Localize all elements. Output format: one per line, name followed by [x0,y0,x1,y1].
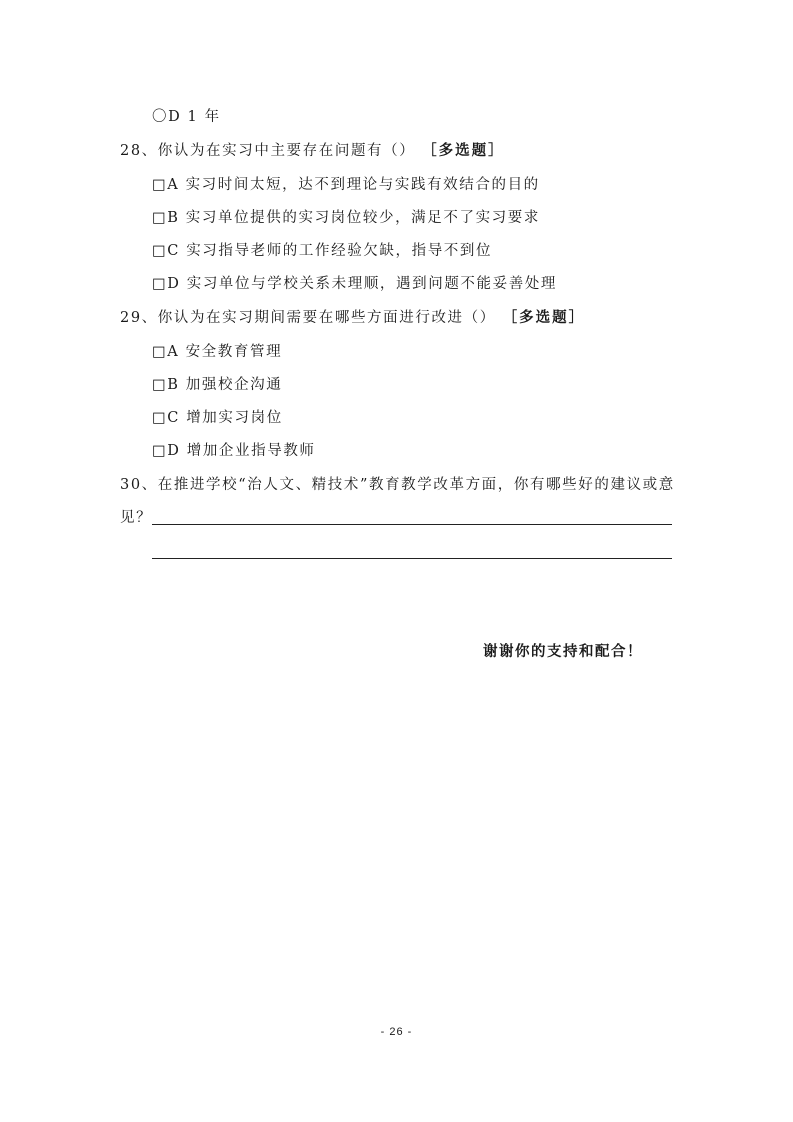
q30-continuation: 见？ [120,510,153,526]
q30-answer-line-2[interactable] [152,558,672,559]
q28-multi-select-tag: ［多选题］ [429,143,505,159]
q30-question: 30、在推进学校“治人文、精技术”教育教学改革方面，你有哪些好的建议或意 [120,477,675,493]
q28-option-b[interactable]: □B 实习单位提供的实习岗位较少，满足不了实习要求 [152,210,540,226]
q29-multi-select-tag: ［多选题］ [509,310,586,326]
q29-question-text: 29、你认为在实习期间需要在哪些方面进行改进（） [120,310,496,326]
closing-thanks: 谢谢你的支持和配合！ [483,644,643,660]
q29-option-c[interactable]: □C 增加实习岗位 [152,410,283,426]
q28-question [120,141,505,161]
q29-question [120,308,585,328]
page-number: - 26 - [380,1026,413,1038]
q28-option-a[interactable]: □A 实习时间太短，达不到理论与实践有效结合的目的 [152,177,540,193]
q28-option-d[interactable]: □D 实习单位与学校关系未理顺，遇到问题不能妥善处理 [152,276,558,292]
q28-question-text: 28、你认为在实习中主要存在问题有（） [120,143,416,159]
q29-option-a[interactable]: □A 安全教育管理 [152,344,283,360]
q29-option-b[interactable]: □B 加强校企沟通 [152,377,283,393]
q28-option-c[interactable]: □C 实习指导老师的工作经验欠缺，指导不到位 [152,243,493,259]
q30-answer-line-1[interactable] [152,524,672,525]
q27-option-d[interactable]: 〇D 1 年 [152,109,221,125]
q29-option-d[interactable]: □D 增加企业指导教师 [152,443,316,459]
